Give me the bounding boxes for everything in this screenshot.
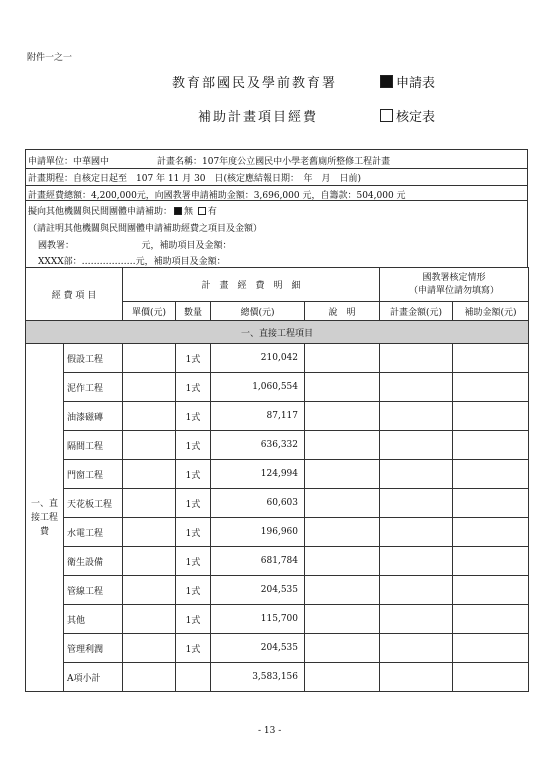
header-qty: 數量: [176, 302, 211, 321]
row-total: 196,960: [211, 518, 305, 547]
plan-funds: 計畫經費總額：4,200,000元，向國教署申請補助金額：3,696,000 元，自籌款：504,000 元: [28, 191, 406, 201]
plan-period: 計畫期程：自核定日起至 107 年 11 月 30 日(核定應結報日期： 年 月 日前): [28, 174, 362, 184]
row-name: 管理利潤: [64, 634, 123, 663]
unchecked-box-icon: [380, 109, 393, 122]
applicant-unit: 申請單位：中華國中: [28, 157, 110, 167]
other-subsidy-line: [28, 204, 217, 217]
divider: [25, 185, 528, 186]
row-total: 87,117: [211, 402, 305, 431]
header-desc: 說 明: [305, 302, 380, 321]
budget-table: [25, 267, 529, 692]
option-yes: 有: [207, 207, 217, 217]
row-total: 204,535: [211, 576, 305, 605]
row-name: 衛生設備: [64, 547, 123, 576]
section-title: 一、直接工程項目: [26, 321, 529, 344]
row-name: 其他: [64, 605, 123, 634]
row-name: 門窗工程: [64, 460, 123, 489]
other-subsidy-prefix: 擬向其他機關與民間團體申請補助：: [28, 207, 173, 217]
unchecked-box-icon: [198, 207, 206, 215]
row-qty: 1式: [176, 344, 211, 373]
row-name: 天花板工程: [64, 489, 123, 518]
checked-box-icon: [174, 207, 182, 215]
row-name: 泥作工程: [64, 373, 123, 402]
header-review: [380, 268, 529, 302]
row-total: 210,042: [211, 344, 305, 373]
row-total: 124,994: [211, 460, 305, 489]
row-name: 隔間工程: [64, 431, 123, 460]
group-label-line: 一、直: [30, 498, 58, 509]
row-name: 水電工程: [64, 518, 123, 547]
group-label-line: 費: [39, 526, 49, 537]
row-name: 管線工程: [64, 576, 123, 605]
row-name: 油漆磁磚: [64, 402, 123, 431]
option-no: 無: [184, 207, 194, 217]
document-subtitle: 補助計畫項目經費: [198, 110, 319, 125]
header-detail: 計 畫 經 費 明 細: [123, 268, 380, 302]
header-unit-price: 單價(元): [123, 302, 176, 321]
row-qty: 1式: [176, 373, 211, 402]
row-total: 60,603: [211, 489, 305, 518]
row-total: 681,784: [211, 547, 305, 576]
row-qty: 1式: [176, 431, 211, 460]
subtotal-value: 3,583,156: [211, 663, 305, 692]
plan-name: 計畫名稱：107年度公立國民中小學老舊廁所整修工程計畫: [157, 157, 391, 167]
row-qty: 1式: [176, 460, 211, 489]
apply-option: [380, 72, 435, 91]
row-qty: 1式: [176, 634, 211, 663]
other-subsidy-note: （請註明其他機關與民間團體申請補助經費之項目及金額）: [28, 224, 263, 234]
header-review-note: （申請單位請勿填寫）: [409, 285, 500, 296]
checked-box-icon: [380, 75, 393, 88]
row-name: 假設工程: [64, 344, 123, 373]
subtotal-label: A項小計: [64, 663, 123, 692]
group-label: [26, 344, 64, 692]
group-label-line: 接工程: [30, 512, 58, 523]
row-total: 636,332: [211, 431, 305, 460]
header-total: 總價(元): [211, 302, 305, 321]
row-total: 1,060,554: [211, 373, 305, 402]
row-qty: 1式: [176, 402, 211, 431]
page-number: - 13 -: [258, 726, 282, 736]
document-title: 教育部國民及學前教育署: [172, 76, 338, 91]
header-item: 經 費 項 目: [26, 268, 123, 321]
row-total: 115,700: [211, 605, 305, 634]
row-qty: 1式: [176, 489, 211, 518]
header-subsidy-amount: 補助金額(元): [453, 302, 529, 321]
header-review-title: 國教署核定情形: [422, 272, 486, 283]
verify-label: 核定表: [396, 110, 436, 125]
row-qty: 1式: [176, 518, 211, 547]
agency-line-2: XXXX部：………………元，補助項目及金額：: [38, 257, 226, 267]
row-total: 204,535: [211, 634, 305, 663]
row-qty: 1式: [176, 576, 211, 605]
attachment-label: 附件一之一: [27, 53, 73, 63]
agency-line-1: 國教署： 元，補助項目及金額：: [38, 241, 232, 251]
row-qty: 1式: [176, 605, 211, 634]
row-qty: 1式: [176, 547, 211, 576]
divider: [25, 168, 528, 169]
verify-option: [380, 106, 435, 125]
header-plan-amount: 計畫金額(元): [380, 302, 453, 321]
apply-label: 申請表: [396, 76, 436, 91]
row-qty: [176, 663, 211, 692]
